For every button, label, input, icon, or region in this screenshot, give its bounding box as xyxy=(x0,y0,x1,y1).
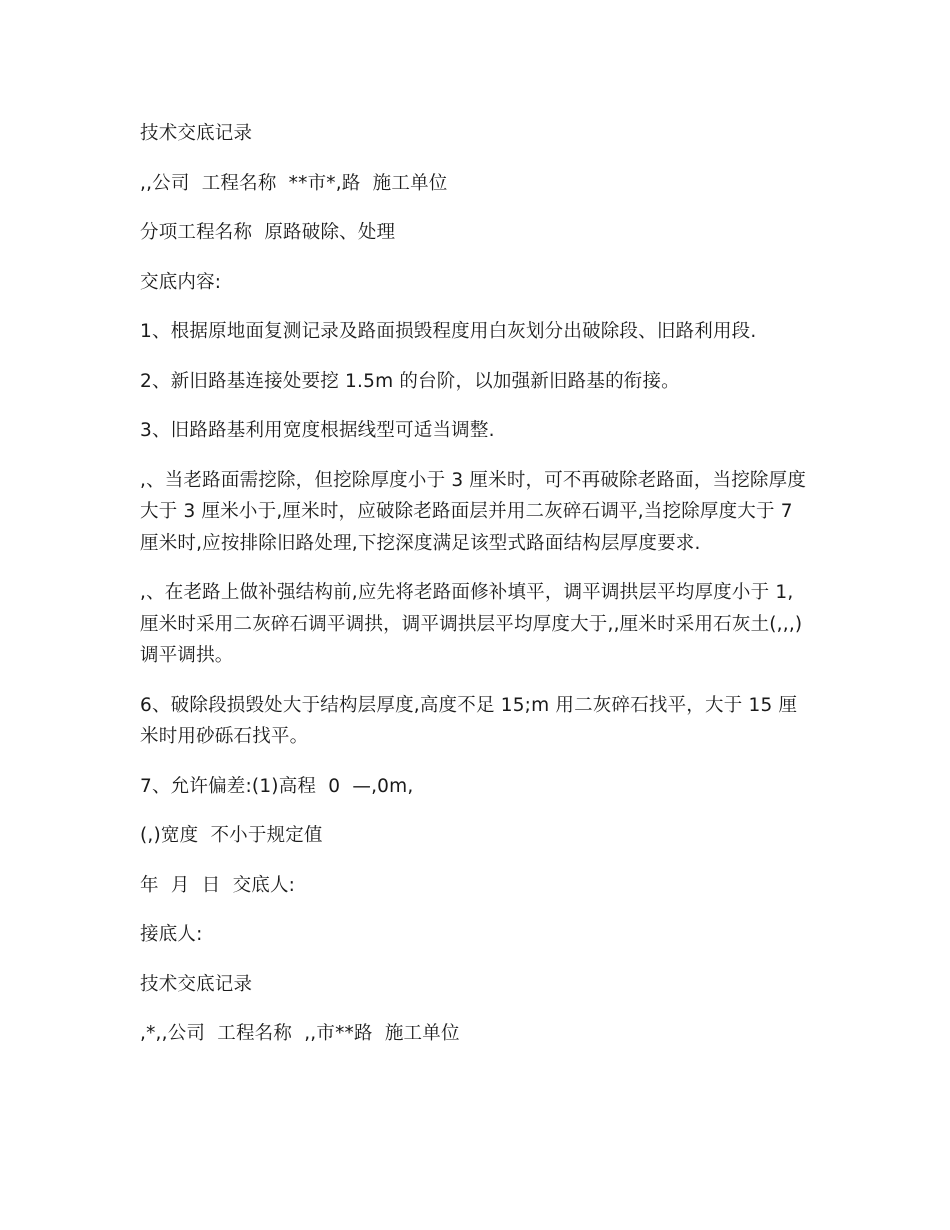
document-body xyxy=(140,118,812,1068)
content-label: 交底内容: xyxy=(140,271,222,293)
item-1: 1、根据原地面复测记录及路面损毁程度用白灰划分出破除段、旧路利用段. xyxy=(140,321,757,342)
date-discloser-line: 年 月 日 交底人: xyxy=(140,874,296,896)
item-5: ,、在老路上做补强结构前,应先将老路面修补填平，调平调拱层平均厚度小于 1,厘米时采用二灰碎石调平调拱，调平调拱层平均厚度大于,,厘米时采用石灰土(,,,)调平调拱。 xyxy=(140,582,803,666)
width-tolerance-line: (,)宽度 不小于规定值 xyxy=(140,825,323,846)
doc-title: 技术交底记录 xyxy=(140,123,253,144)
doc-title-2: 技术交底记录 xyxy=(140,973,253,995)
item-6: 6、破除段损毁处大于结构层厚度,高度不足 15;m 用二灰碎石找平，大于 15 厘米时用砂砾石找平。 xyxy=(140,694,798,747)
item-4: ,、当老路面需挖除，但挖除厚度小于 3 厘米时，可不再破除老路面，当挖除厚度大于 3 厘米小于,厘米时，应破除老路面层并用二灰碎石调平,当挖除厚度大于 7 厘米时,应按排除旧路处理,下挖深度满足该型式路面结构层厚度要求. xyxy=(140,469,807,554)
project-header-line: ,,公司 工程名称 **市*,路 施工单位 xyxy=(140,172,448,194)
item-3: 3、旧路路基利用宽度根据线型可适当调整. xyxy=(140,420,495,441)
item-7: 7、允许偏差:(1)高程 0 —,0m, xyxy=(140,775,414,797)
item-2: 2、新旧路基连接处要挖 1.5m 的台阶，以加强新旧路基的衔接。 xyxy=(140,370,680,392)
project-header-line-2: ,*,,公司 工程名称 ,,市**路 施工单位 xyxy=(140,1023,460,1044)
receiver-line: 接底人: xyxy=(140,924,203,945)
sub-project-line: 分项工程名称 原路破除、处理 xyxy=(140,222,396,243)
